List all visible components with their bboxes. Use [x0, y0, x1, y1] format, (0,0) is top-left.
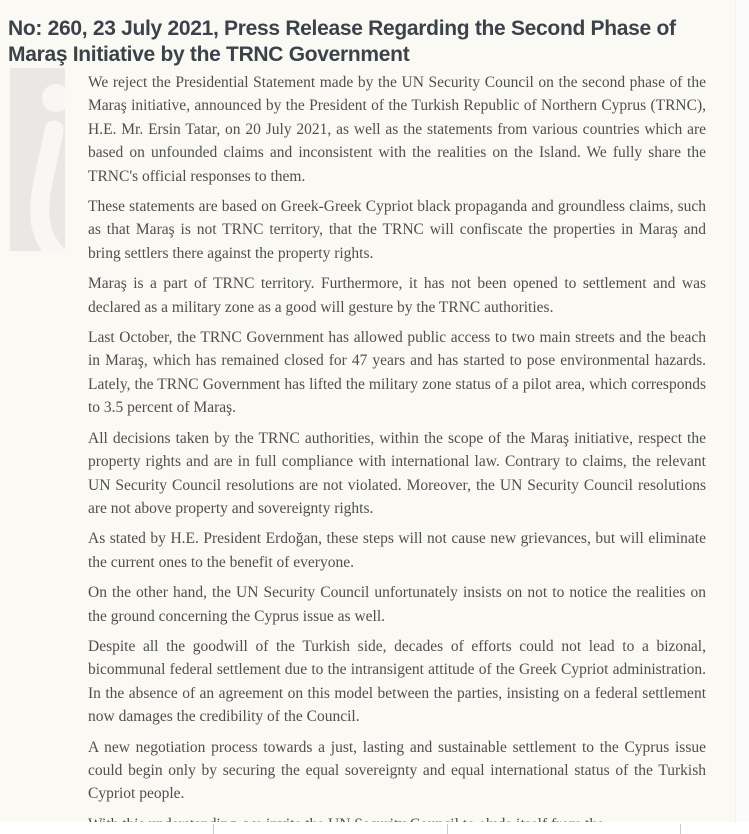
paragraph: On the other hand, the UN Security Council unfortunately insists on not to notice the realities on the ground concerning the Cyprus issue as well. [88, 584, 706, 625]
press-release-body [88, 71, 706, 834]
footer-column-divider [680, 824, 681, 834]
paragraph: We reject the Presidential Statement made by the UN Security Council on the second phase of the Maraş initiative, announced by the President of the Turkish Republic of Northern Cyprus (TRNC), H.E. Mr. Ersin Tatar, on 20 July 2021, as well as the statements from various countries which are based on unfounded claims and inconsistent with the realities on the Island. We fully share the TRNC's official responses to them. [88, 74, 706, 185]
paragraph: Last October, the TRNC Government has allowed public access to two main streets and the beach in Maraş, which has remained closed for 47 years and has started to pose environmental hazards. Lately, the TRNC Government has lifted the military zone status of a pilot area, which corresponds to 3.5 percent of Maraş. [88, 329, 706, 417]
paragraph: All decisions taken by the TRNC authorities, within the scope of the Maraş initiative, respect the property rights and are in full compliance with international law. Contrary to claims, the relevant UN Security Council resolutions are not violated. Moreover, the UN Security Council resolutions are not above property and sovereignty rights. [88, 429, 706, 517]
footer-table-edge [0, 822, 749, 834]
paragraph: These statements are based on Greek-Greek Cypriot black propaganda and groundless claims, such as that Maraş is not TRNC territory, that the TRNC will confiscate the properties in Maraş and bring settlers there against the property rights. [88, 198, 706, 262]
footer-column-divider [213, 824, 214, 834]
ministry-emblem-watermark [10, 68, 65, 251]
page-title: No: 260, 23 July 2021, Press Release Regarding the Second Phase of Maraş Initiative by the TRNC Government [8, 17, 676, 67]
paragraph: Maraş is a part of TRNC territory. Furthermore, it has not been opened to settlement and was declared as a military zone as a good will gesture by the TRNC authorities. [88, 275, 706, 316]
paragraph: Despite all the goodwill of the Turkish side, decades of efforts could not lead to a bizonal, bicommunal federal settlement due to the intransigent attitude of the Greek Cypriot administration. In the absence of an agreement on this model between the parties, insisting on a federal settlement now damages the credibility of the Council. [88, 637, 706, 726]
paragraph: A new negotiation process towards a just, lasting and sustainable settlement to the Cyprus issue could begin only by securing the equal sovereignty and equal international status of the Turkish Cypriot people. [88, 738, 706, 803]
paragraph: As stated by H.E. President Erdoğan, these steps will not cause new grievances, but will eliminate the current ones to the benefit of everyone. [88, 530, 706, 571]
footer-column-divider [447, 824, 448, 834]
scrollbar-track [735, 0, 749, 834]
